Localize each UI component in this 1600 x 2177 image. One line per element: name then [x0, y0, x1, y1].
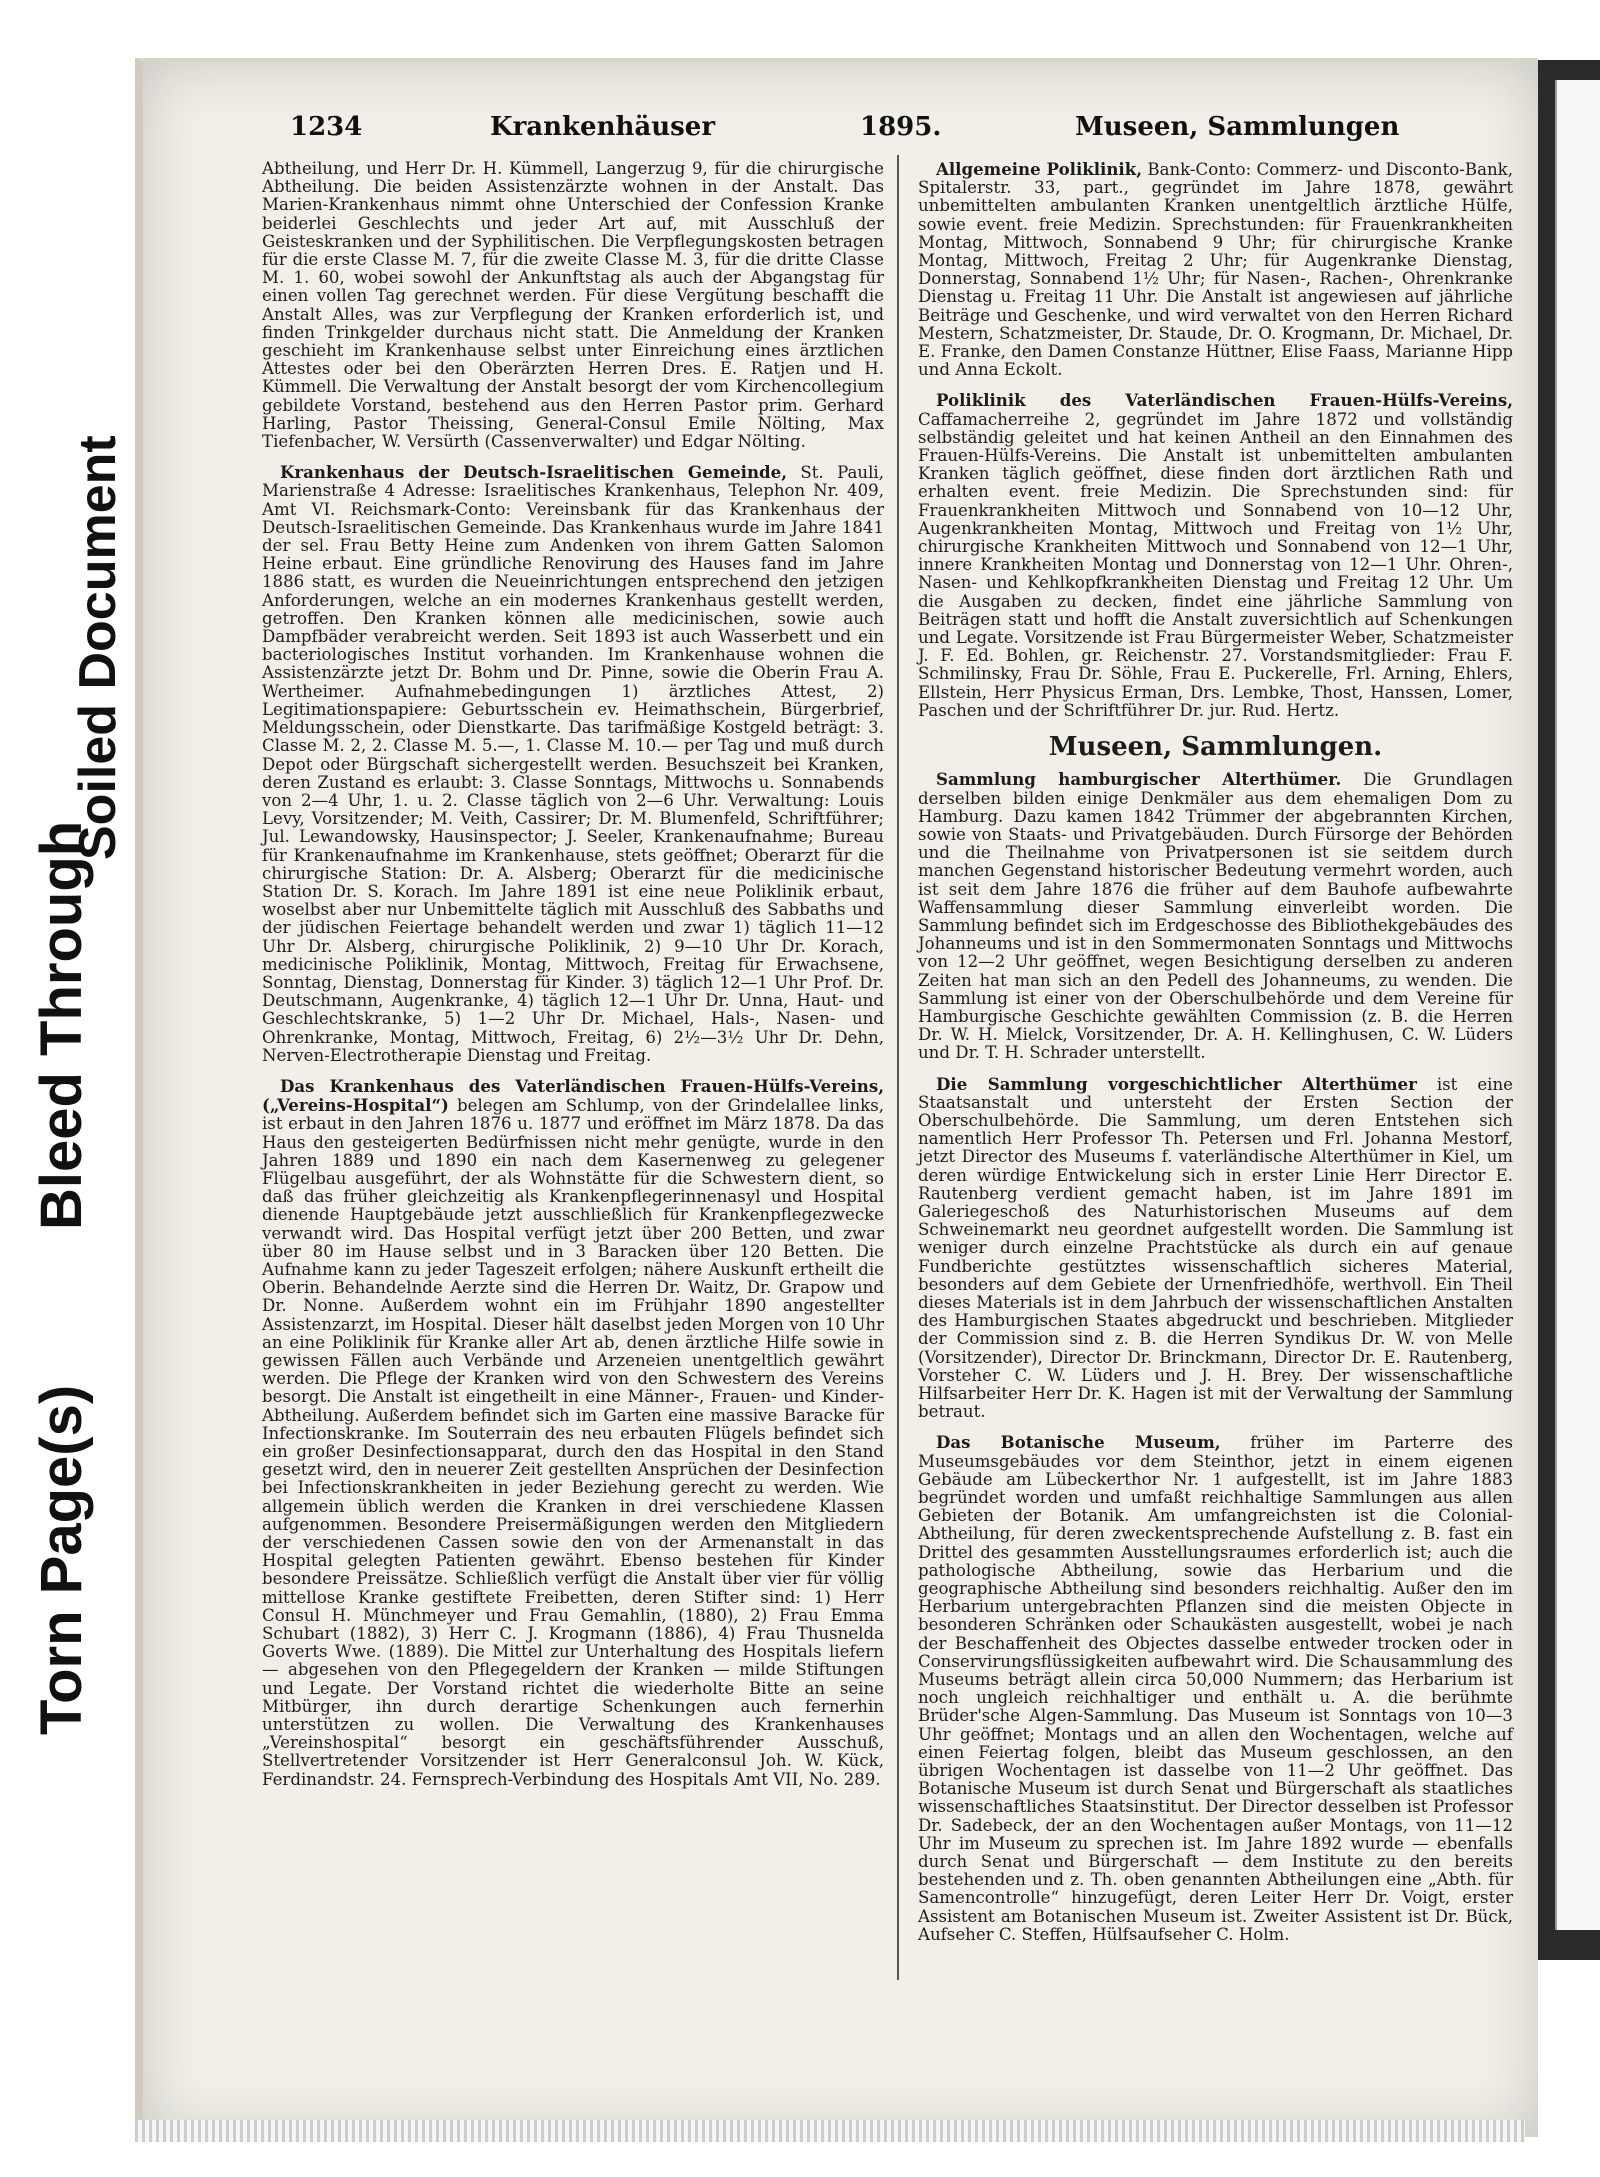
entry-heading: Sammlung hamburgischer Alterthümer. [936, 769, 1342, 790]
left-column [262, 160, 884, 1801]
running-head-left: Krankenhäuser [490, 112, 716, 142]
vereins-hospital-entry [262, 1077, 884, 1789]
entry-heading: Poliklinik des Vaterländischen Frauen-Hülfs-Vereins, [936, 390, 1513, 411]
vorgeschichtliche-alterthuemer-entry [918, 1075, 1513, 1422]
botanisches-museum-entry [918, 1433, 1513, 1944]
torn-pages-label: Torn Page(s) [29, 1384, 94, 1735]
allgemeine-poliklinik-entry [918, 160, 1513, 379]
entry-heading: Das Krankenhaus des Vaterländischen Frauen-Hülfs-Vereins, („Vereins-Hospital“) [262, 1075, 884, 1116]
poliklinik-frauen-huelfs-verein-entry [918, 391, 1513, 720]
soiled-document-label: Soiled Document [69, 435, 127, 860]
page-number: 1234 [290, 112, 363, 142]
entry-heading: Das Botanische Museum, [936, 1432, 1221, 1453]
running-head-year: 1895. [860, 112, 942, 142]
marien-krankenhaus-entry: Abtheilung, und Herr Dr. H. Kümmell, Langerzug 9, für die chirurgische Abtheilung. Die beiden Assistenzärzte wohnen in der Anstalt. Das Marien-Krankenhaus nimmt ohne Unterschied der Confession Kranke beiderlei Geschlechts und jeder Art auf, mit Ausschluß der Geisteskranken und der Syphilitischen. Die Verpflegungskosten betragen für die erste Classe M. 7, für die zweite Classe M. 3, für die dritte Classe M. 1. 60, wobei sowohl der Ankunftstag als auch der Abgangstag für einen vollen Tag gerechnet werden. Für diese Vergütung beschafft die Anstalt Alles, was zur Verpflegung der Kranken erforderlich ist, und finden Trinkgelder durchaus nicht statt. Die Anmeldung der Kranken geschieht im Krankenhause selbst unter Einreichung eines ärztlichen Attestes oder bei den Oberärzten Herren Dres. E. Ratjen und H. Kümmell. Die Verwaltung der Anstalt besorgt der vom Kirchencollegium gebildete Vorstand, bestehend aus den Herren Pastor prim. Gerhard Harling, Pastor Theissing, General-Consul Emile Nölting, Max Tiefenbacher, W. Versürth (Cassenverwalter) und Edgar Nölting. [262, 159, 884, 452]
hamburgische-alterthuemer-entry [918, 770, 1513, 1062]
column-divider [897, 155, 899, 1980]
entry-heading: Allgemeine Poliklinik, [936, 159, 1143, 179]
page-stack-edge [135, 2120, 1525, 2142]
entry-text: Bank-Conto: Commerz- und Disconto-Bank, Spitalerstr. 33, part., gegründet im Jahre 1878, gewährt unbemittelten ambulanten Kranken unentgeltlich ärztliche Hülfe, sowie event. freie Medizin. Sprechstunden: für Frauenkrankheiten Montag, Mittwoch, Sonnabend 9 Uhr; für chirurgische Kranke Montag, Mittwoch, Freitag 2 Uhr; für Augenkranke Dienstag, Donnerstag, Sonnabend 1½ Uhr; für Nasen-, Rachen-, Ohrenkranke Dienstag u. Freitag 11 Uhr. Die Anstalt ist angewiesen auf jährliche Beiträge und Geschenke, und wird verwaltet von den Herren Richard Mestern, Schatzmeister, Dr. Staude, Dr. O. Krogmann, Dr. Michael, Dr. E. Franke, den Damen Constanze Hüttner, Elise Faass, Marianne Hipp und Anna Eckolt. [918, 160, 1513, 380]
entry-heading: Die Sammlung vorgeschichtlicher Alterthümer [936, 1073, 1417, 1094]
bleed-through-label: Bleed Through [29, 820, 94, 1230]
section-title: Museen, Sammlungen. [1048, 732, 1383, 763]
right-column [918, 160, 1513, 1956]
entry-text: ist eine Staatsanstalt und untersteht der Ersten Section der Oberschulbehörde. Die Sammlung, um deren Entstehen sich namentlich Herr Professor Th. Petersen und Frl. Johanna Mestorf, jetzt Director des Museums f. vaterländische Alterthümer in Kiel, um deren würdige Entwickelung sich in erster Linie Herr Director E. Rautenberg verdient gemacht haben, ist im Jahre 1891 im Galeriegeschoß des Naturhistorischen Museums auf dem Schweinemarkt neu geordnet aufgestellt worden. Die Sammlung ist weniger durch einzelne Prachtstücke als durch ein auf genaue Fundberichte gestütztes wissenschaftlich sicheres Material, besonders auf dem Gebiete der Urnenfriedhöfe, werthvoll. Ein Theil dieses Materials ist in dem Jahrbuch der wissenschaftlichen Anstalten des Hamburgischen Staates abgedruckt und beschrieben. Mitglieder der Commission sind z. B. die Herren Syndikus Dr. W. von Melle (Vorsitzender), Director Dr. Brinckmann, Director Dr. E. Rautenberg, Vorsteher C. W. Lüders und J. H. Brey. Der wissenschaftliche Hilfsarbeiter Herr Dr. K. Hagen ist mit der Verwaltung der Sammlung betraut. [918, 1074, 1513, 1422]
israelitisches-krankenhaus-entry [262, 463, 884, 1065]
entry-text: Caffamacherreihe 2, gegründet im Jahre 1872 und vollständig selbständig geleitet und hat keinen Antheil an den Einnahmen des Frauen-Hülfs-Vereins. Die Anstalt ist unbemittelten ambulanten Kranken täglich geöffnet, diese finden dort ärztlichen Rath und erhalten event. freie Medizin. Die Sprechstunden sind: für Frauenkrankheiten Mittwoch und Sonnabend von 10—12 Uhr, Augenkrankheiten Montag, Mittwoch und Freitag von 1½ Uhr, chirurgische Krankheiten Mittwoch und Sonnabend von 12—1 Uhr, innere Krankheiten Montag und Donnerstag von 12—1 Uhr. Ohren-, Nasen- und Kehlkopfkrankheiten Dienstag und Freitag 12 Uhr. Um die Ausgaben zu decken, findet eine jährliche Sammlung von Beiträgen statt und hofft die Anstalt zuversichtlich auf Schenkungen und Legate. Vorsitzende ist Frau Bürgermeister Weber, Schatzmeister J. F. Ed. Bohlen, gr. Reichenstr. 27. Vorstandsmitglieder: Frau F. Schmilinsky, Frau Dr. Söhle, Frau E. Puckerelle, Frl. Arning, Ehlers, Ellstein, Herr Physicus Erman, Drs. Lembke, Thost, Hanssen, Lomer, Paschen und der Schriftführer Dr. jur. Rud. Hertz. [918, 409, 1513, 720]
entry-text: früher im Parterre des Museumsgebäudes vor dem Steinthor, jetzt in einem eigenen Gebäude am Lübeckerthor Nr. 1 aufgestellt, ist im Jahre 1883 begründet worden und umfaßt reichhaltige Sammlungen aus allen Gebieten der Botanik. Am umfangreichsten ist die Colonial-Abtheilung, für deren zweckentsprechende Aufstellung z. B. fast ein Drittel des gesammten Ausstellungsraumes erforderlich ist; auch die pathologische Abtheilung, sowie das Herbarium und die geographische Abtheilung sind besonders reichhaltig. Außer den im Herbarium untergebrachten Pflanzen sind die meisten Objecte in besonderen Schränken oder Schaukästen ausgestellt, wobei je nach der Beschaffenheit des Objectes dasselbe entweder trocken oder in Conservirungsflüssigkeiten aufbewahrt wird. Die Schausammlung des Museums beträgt allein circa 50,000 Nummern; das Herbarium ist noch ungleich reichhaltiger und enthält u. A. die berühmte Brüder'sche Algen-Sammlung. Das Museum ist Sonntags von 10—3 Uhr geöffnet; Montags und an allen den Wochentagen, welche auf einen Feiertag folgen, bleibt das Museum geschlossen, an den übrigen Wochentagen ist dasselbe von 11—2 Uhr geöffnet. Das Botanische Museum ist durch Senat und Bürgerschaft als staatliches wissenschaftliches Staatsinstitut. Der Director desselben ist Professor Dr. Sadebeck, der an den Wochentagen außer Montags, von 11—12 Uhr im Museum zu sprechen ist. Im Jahre 1892 wurde — ebenfalls durch Senat und Bürgerschaft — dem Institute zu den bereits bestehenden und z. Th. oben genannten Abtheilungen eine „Abth. für Samencontrolle“ hinzugefügt, deren Leiter Herr Dr. Voigt, erster Assistent am Botanischen Museum ist. Zweiter Assistent ist Dr. Bück, Aufseher C. Steffen, Hülfsaufseher C. Holm. [918, 1433, 1513, 1944]
entry-text: belegen am Schlump, von der Grindelallee links, ist erbaut in den Jahren 1876 u. 1877 und eröffnet im März 1878. Da das Haus den gesteigerten Bedürfnissen nicht mehr genügte, wurde in den Jahren 1889 und 1890 ein nach dem Kasernenweg zu gelegener Flügelbau ausgeführt, der als Wohnstätte für die Schwestern dient, so daß das früher gleichzeitig als Krankenpflegerinnenasyl und Hospital dienende Hauptgebäude jetzt ausschließlich für Krankenpflegezwecke verwandt wird. Das Hospital verfügt jetzt über 200 Betten, und zwar über 80 im Hause selbst und in 3 Baracken über 120 Betten. Die Aufnahme kann zu jeder Tageszeit erfolgen; nähere Auskunft ertheilt die Oberin. Behandelnde Aerzte sind die Herren Dr. Waitz, Dr. Grapow und Dr. Nonne. Außerdem wohnt ein im Frühjahr 1890 angestellter Assistenzarzt, im Hospital. Dieser hält daselbst jeden Morgen von 10 Uhr an eine Poliklinik für Kranke aller Art ab, denen ärztliche Hilfe sowie in gewissen Fällen auch Verbände und Arzeneien unentgeltlich gewährt werden. Die Pflege der Kranken wird von den Schwestern des Vereins besorgt. Die Anstalt ist eingetheilt in eine Männer-, Frauen- und Kinder-Abtheilung. Außerdem befindet sich im Garten eine massive Baracke für Infectionskranke. Im Souterrain des neu erbauten Flügels befindet sich ein großer Desinfectionsapparat, durch den das Hospital in den Stand gesetzt wird, den in neuerer Zeit gestellten Ansprüchen der Desinfection bei Infectionskrankheiten in jeder Beziehung gerecht zu werden. Wie allgemein üblich werden die Kranken in drei verschiedene Klassen aufgenommen. Besondere Preisermäßigungen werden den Mitgliedern der verschiedenen Cassen sowie den von der Armenanstalt in das Hospital gelegten Patienten gewährt. Ebenso bestehen für Kinder besondere Preissätze. Schließlich verfügt die Anstalt über vier für völlig mittellose Kranke gestiftete Freibetten, deren Stifter sind: 1) Herr Consul H. Münchmeyer und Frau Gemahlin, (1880), 2) Frau Emma Schubart (1882), 3) Herr C. J. Krogmann (1886), 4) Frau Thusnelda Goverts Wwe. (1889). Die Mittel zur Unterhaltung des Hospitals liefern — abgesehen von den Pflegegeldern der Kranken — milde Stiftungen und Legate. Der Vorstand richtet die wiederholte Bitte an seine Mitbürger, ihn durch derartige Schenkungen auch fernerhin unterstützen zu wollen. Die Verwaltung des Krankenhauses „Vereinshospital“ besorgt ein geschäftsführender Ausschuß, Stellvertretender Vorsitzender ist Herr Generalconsul Joh. W. Kück, Ferdinandstr. 24. Fernsprech-Verbindung des Hospitals Amt VII, No. 289. [262, 1096, 884, 1789]
entry-text: St. Pauli, Marienstraße 4 Adresse: Israelitisches Krankenhaus, Telephon Nr. 409, Amt VI. Reichsmark-Conto: Vereinsbank für das Krankenhaus der Deutsch-Israelitischen Gemeinde. Das Krankenhaus wurde im Jahre 1841 der sel. Frau Betty Heine zum Andenken von ihrem Gatten Salomon Heine erbaut. Eine gründliche Renovirung des Hauses fand im Jahre 1886 statt, es wurden die Neueinrichtungen entsprechend den jetzigen Anforderungen, welche an ein modernes Krankenhaus gestellt werden, getroffen. Den Kranken können alle medicinischen, sowie auch Dampfbäder verabreicht werden. Seit 1893 ist auch Wasserbett und ein bacteriologisches Institut vorhanden. Im Krankenhause wohnen die Assistenzärzte jetzt Dr. Bohm und Dr. Pinne, sowie die Oberin Frau A. Wertheimer. Aufnahmebedingungen 1) ärztliches Attest, 2) Legitimationspapiere: Geburtsschein ev. Heimathschein, Bürgerbrief, Meldungsschein, oder Dienstkarte. Das tarifmäßige Kostgeld beträgt: 3. Classe M. 2, 2. Classe M. 5.—, 1. Classe M. 10.— per Tag und muß durch Depot oder Bürgschaft sichergestellt werden. Besuchszeit bei Kranken, deren Zustand es erlaubt: 3. Classe Sonntags, Mittwochs u. Sonnabends von 2—4 Uhr, 1. u. 2. Classe täglich von 2—6 Uhr. Verwaltung: Louis Levy, Vorsitzender; M. Veith, Cassirer; Dr. M. Blumenfeld, Schriftführer; Jul. Lewandowsky, Hausinspector; J. Seeler, Krankenaufnahme; Bureau für Krankenaufnahme im Krankenhause, stets geöffnet; Oberarzt für die chirurgische Station: Dr. A. Alsberg; Oberarzt für die medicinische Station Dr. S. Korach. Im Jahre 1891 ist eine neue Poliklinik erbaut, woselbst aber nur Unbemittelte täglich mit Ausschluß des Sabbaths und der jüdischen Feiertage behandelt werden und zwar 1) täglich 11—12 Uhr Dr. Alsberg, chirurgische Poliklinik, 2) 9—10 Uhr Dr. Korach, medicinische Poliklinik, Montag, Mittwoch, Freitag für Erwachsene, Sonntag, Dienstag, Donnerstag für Kinder. 3) täglich 12—1 Uhr Prof. Dr. Deutschmann, Augenkranke, 4) täglich 12—1 Uhr Dr. Unna, Haut- und Geschlechtskranke, 5) 1—2 Uhr Dr. Michael, Hals-, Nasen- und Ohrenkranke, Montag, Mittwoch, Freitag, 6) 2½—3½ Uhr Dr. Dehn, Nerven-Electrotherapie Dienstag und Freitag. [262, 463, 884, 1065]
entry-heading: Krankenhaus der Deutsch-Israelitischen Gemeinde, [280, 462, 787, 483]
adjacent-page-edge [1555, 80, 1600, 1930]
page-header [290, 112, 1540, 154]
entry-text: Die Grundlagen derselben bilden einige Denkmäler aus dem ehemaligen Dom zu Hamburg. Dazu kamen 1842 Trümmer der abgebrannten Kirchen, sowie von Staats- und Privatgebäuden. Durch Fürsorge der Behörden und die Theilnahme von Privatpersonen ist sie seitdem durch manchen Gegenstand historischer Bedeutung vermehrt worden, auch ist seit dem Jahre 1876 die früher auf dem Bauhofe aufbewahrte Waffensammlung dieser Sammlung einverleibt worden. Die Sammlung befindet sich im Erdgeschosse des Bibliothekgebäudes des Johanneums und ist in den Sommermonaten Sonntags und Mittwochs von 12—2 Uhr geöffnet, wegen Besichtigung derselben zu anderen Zeiten hat man sich an den Pedell des Johanneums, zu wenden. Die Sammlung ist einer von der Oberschulbehörde und dem Vereine für Hamburgische Geschichte gewählten Commission (z. B. die Herren Dr. W. H. Mielck, Vorsitzender, Dr. A. H. Kellinghusen, C. W. Lüders und Dr. T. H. Schrader unterstellt. [918, 770, 1513, 1063]
running-head-right: Museen, Sammlungen [1075, 112, 1400, 142]
